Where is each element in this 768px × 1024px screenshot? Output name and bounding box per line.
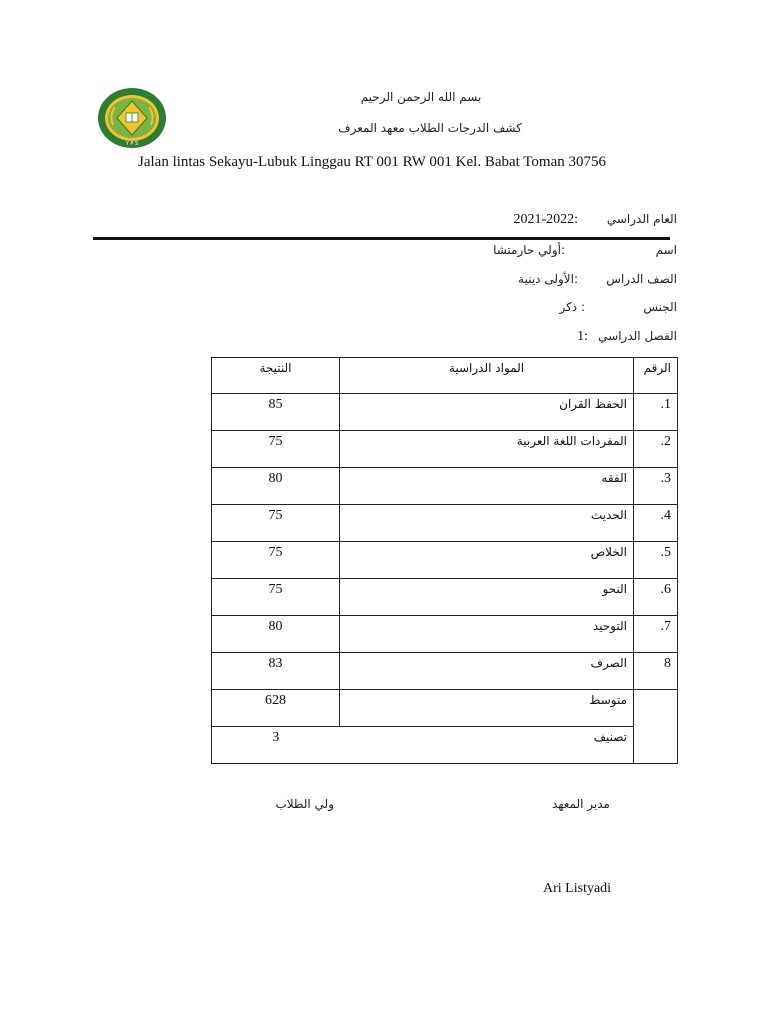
header-number: الرقم bbox=[634, 358, 678, 394]
row-result: 75 bbox=[212, 579, 340, 616]
guardian-label: ولي الطلاب bbox=[275, 797, 334, 811]
row-subject: الصرف bbox=[340, 653, 634, 690]
rank-row bbox=[212, 727, 678, 764]
gender-label: الجنس bbox=[643, 300, 677, 314]
semester-label: الفصل الدراسي bbox=[598, 329, 677, 343]
row-subject: الحديث bbox=[340, 505, 634, 542]
name-value: :أولي حارمتشا bbox=[493, 243, 565, 257]
row-number: 4. bbox=[634, 505, 678, 542]
row-subject: النحو bbox=[340, 579, 634, 616]
average-row bbox=[212, 690, 678, 727]
table-row bbox=[212, 505, 678, 542]
table-row bbox=[212, 542, 678, 579]
row-result: 83 bbox=[212, 653, 340, 690]
row-subject: المفردات اللغة العربية bbox=[340, 431, 634, 468]
table-row bbox=[212, 579, 678, 616]
row-number: 7. bbox=[634, 616, 678, 653]
semester-value: :1 bbox=[577, 329, 588, 344]
header-divider bbox=[93, 237, 670, 240]
rank-value: 3 bbox=[212, 727, 340, 764]
table-header-row bbox=[212, 358, 678, 394]
school-emblem-icon bbox=[97, 87, 167, 149]
row-number: 6. bbox=[634, 579, 678, 616]
row-number: 2. bbox=[634, 431, 678, 468]
basmala: بسم الله الرحمن الرحيم bbox=[360, 90, 482, 104]
row-number: 3. bbox=[634, 468, 678, 505]
header-result: النتيجة bbox=[212, 358, 340, 394]
row-subject: الفقه bbox=[340, 468, 634, 505]
header-subject: المواد الدراسية bbox=[340, 358, 634, 394]
empty-number-cell bbox=[634, 690, 678, 764]
document-title: كشف الدرجات الطلاب معهد المعرف bbox=[338, 121, 522, 135]
director-label: مدير المعهد bbox=[551, 797, 610, 811]
row-result: 85 bbox=[212, 394, 340, 431]
table-row bbox=[212, 616, 678, 653]
director-name: Ari Listyadi bbox=[543, 881, 612, 896]
row-result: 80 bbox=[212, 468, 340, 505]
row-result: 75 bbox=[212, 431, 340, 468]
row-subject: التوحيد bbox=[340, 616, 634, 653]
svg-text:Y P S: Y P S bbox=[125, 141, 139, 147]
row-subject: الخلاص bbox=[340, 542, 634, 579]
row-number: 8 bbox=[634, 653, 678, 690]
row-result: 75 bbox=[212, 505, 340, 542]
average-value: 628 bbox=[212, 690, 340, 727]
average-label: متوسط bbox=[340, 690, 634, 727]
academic-year-value: :2021-2022 bbox=[513, 212, 578, 227]
row-number: 5. bbox=[634, 542, 678, 579]
row-result: 80 bbox=[212, 616, 340, 653]
table-row bbox=[212, 653, 678, 690]
table-row bbox=[212, 394, 678, 431]
school-address: Jalan lintas Sekayu-Lubuk Linggau RT 001 RW 001 Kel. Babat Toman 30756 bbox=[138, 154, 606, 170]
row-result: 75 bbox=[212, 542, 340, 579]
gender-value: : ذكر bbox=[559, 300, 585, 314]
table-row bbox=[212, 431, 678, 468]
table-row bbox=[212, 468, 678, 505]
academic-year-label: العام الدراسي bbox=[606, 212, 677, 226]
class-label: الصف الدراس bbox=[606, 272, 677, 286]
class-value: :الأولى دينية bbox=[518, 272, 578, 286]
row-subject: الحفظ القران bbox=[340, 394, 634, 431]
name-label: اسم bbox=[655, 243, 677, 257]
grades-table bbox=[211, 357, 678, 764]
row-number: 1. bbox=[634, 394, 678, 431]
rank-label: تصنيف bbox=[340, 727, 634, 764]
